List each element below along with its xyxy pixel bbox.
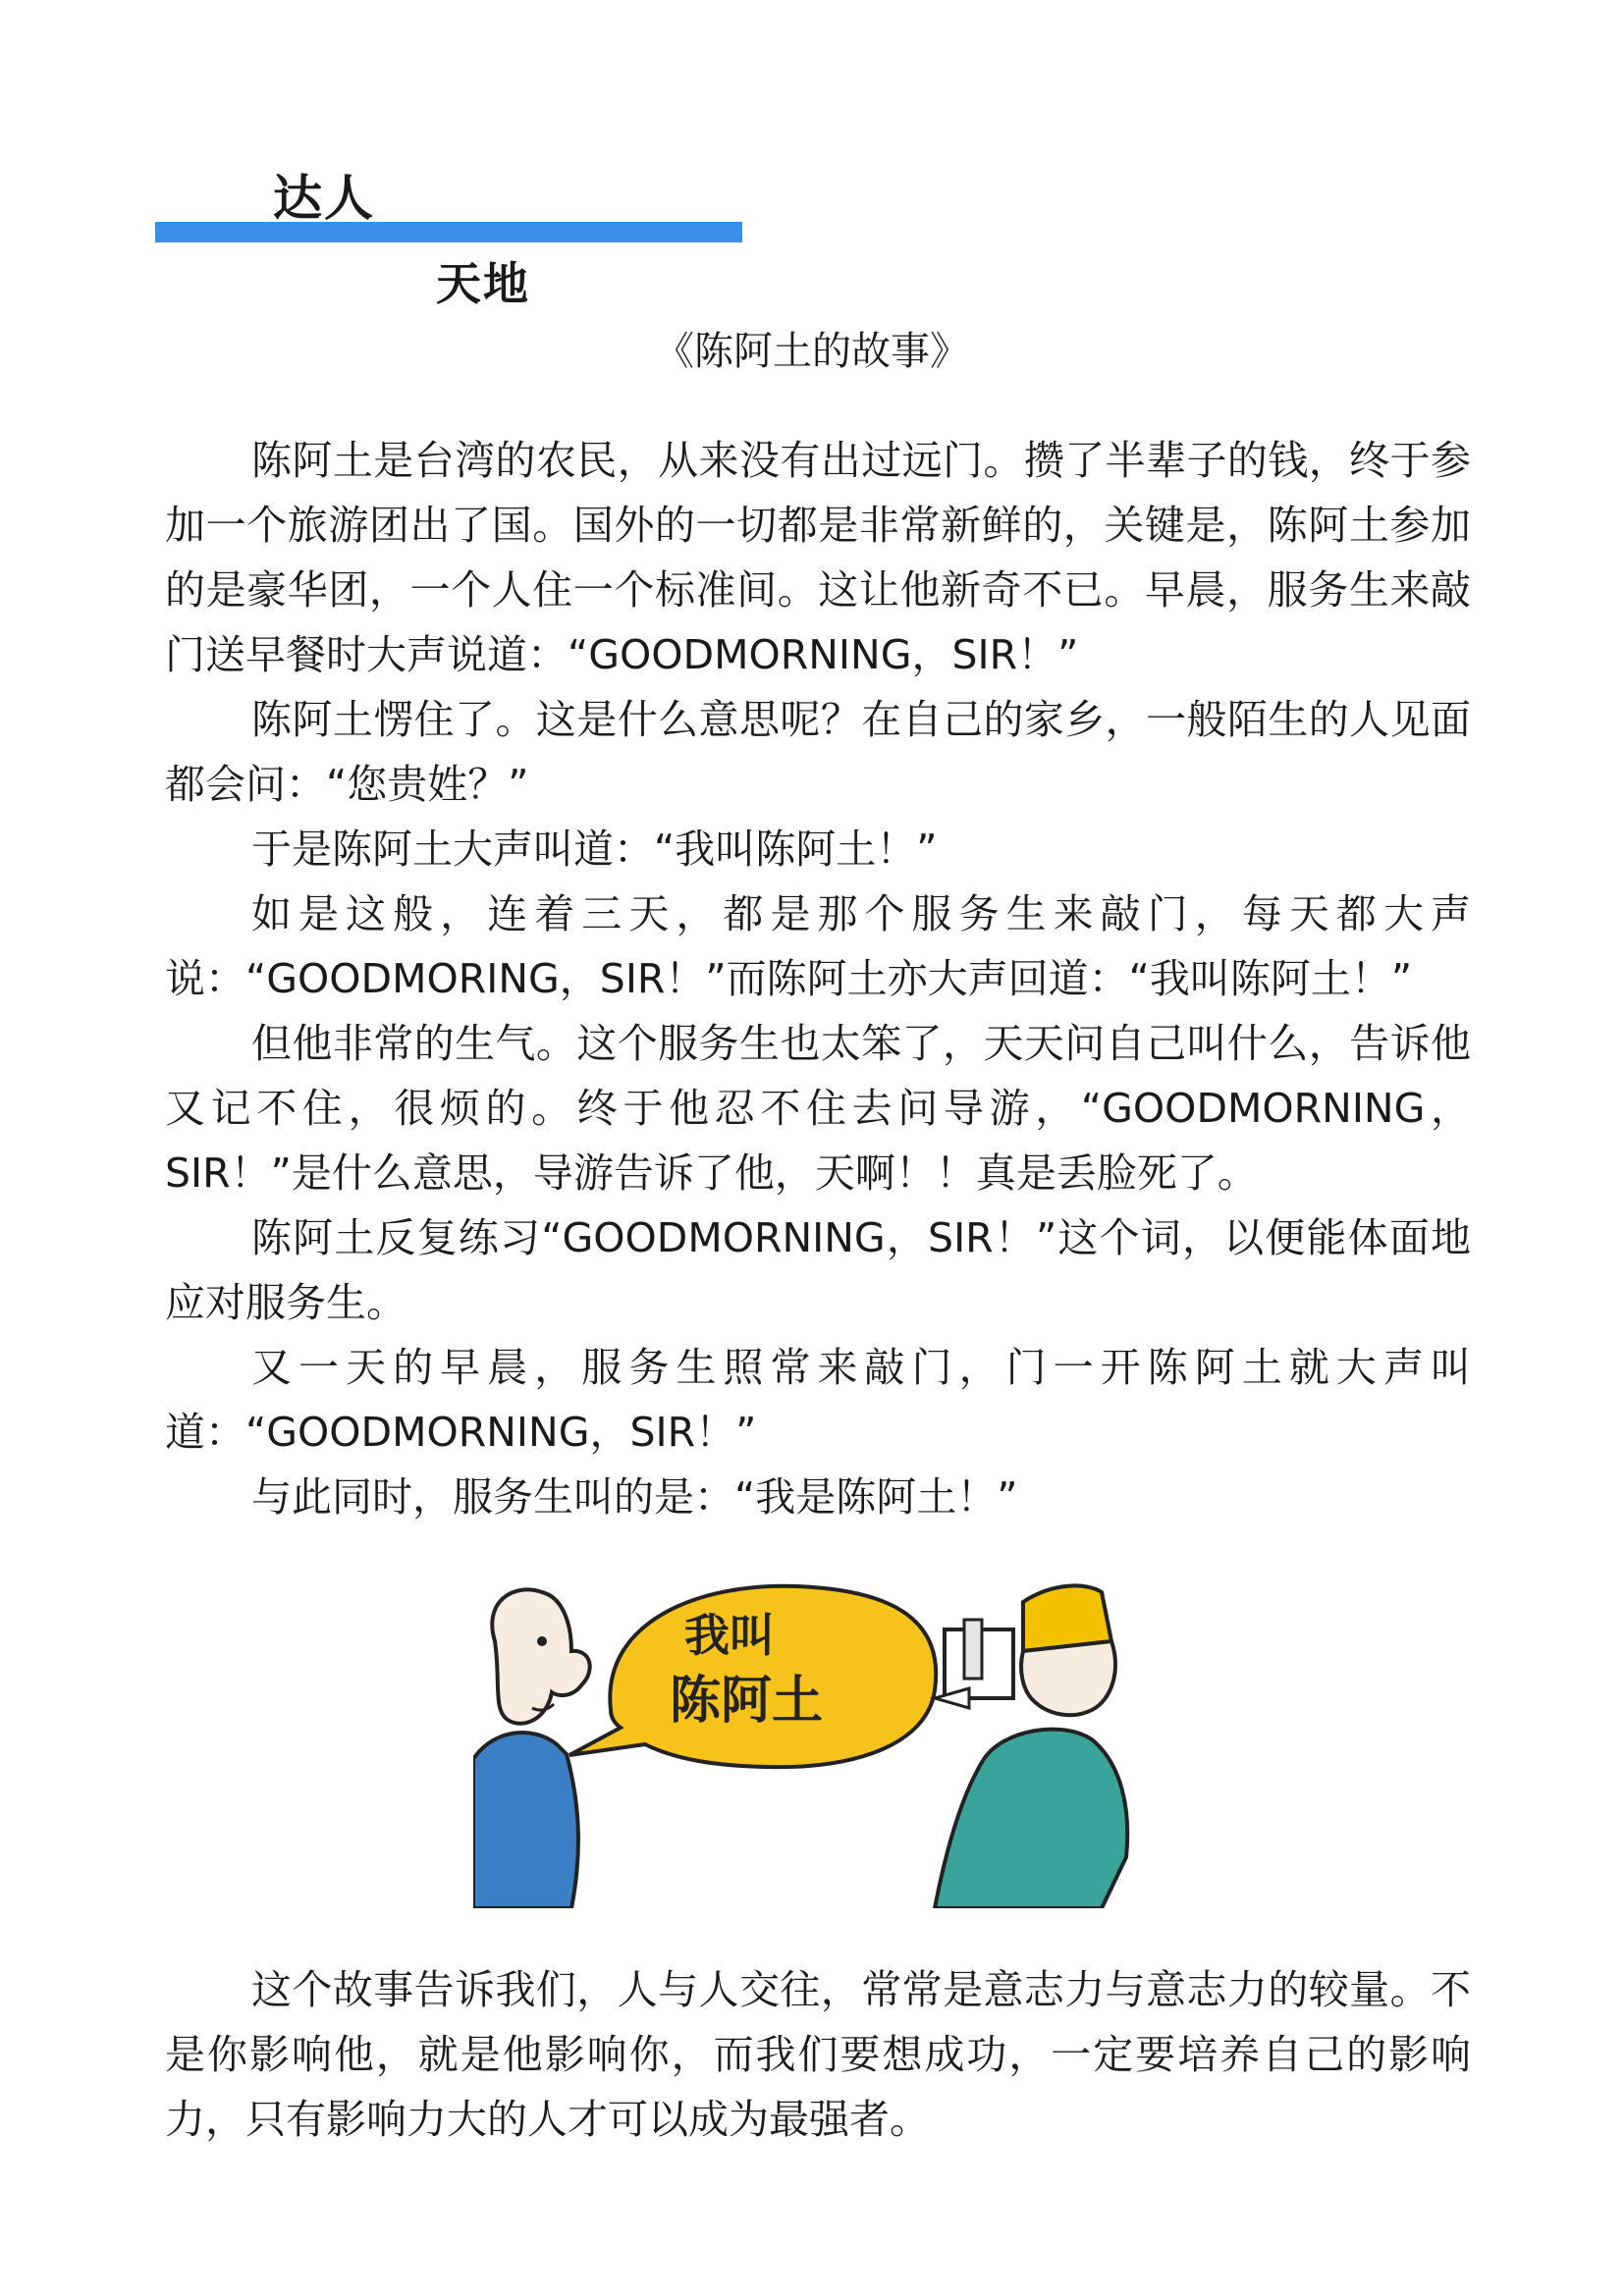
section-subtitle: 天地 <box>436 257 530 310</box>
right-person <box>935 1585 1127 1908</box>
left-person <box>473 1589 590 1908</box>
cartoon-svg <box>473 1582 1161 1908</box>
story-paragraph: 但他非常的生气。这个服务生也太笨了，天天问自己叫什么，告诉他又记不住，很烦的。终于他忍不住去问导游，“GOODMORNING，SIR！”是什么意思，导游告诉了他，天啊！！真是丢脸死了。 <box>165 1020 1471 1197</box>
speech-text-line2: 陈阿土 <box>670 1672 824 1731</box>
header-accent-bar <box>155 222 742 242</box>
story-paragraph: 如是这般，连着三天，都是那个服务生来敲门，每天都大声说：“GOODMORING，SIR！”而陈阿土亦大声回道：“我叫陈阿土！” <box>165 890 1471 1002</box>
story-title: 《陈阿土的故事》 <box>655 329 969 374</box>
story-paragraph: 陈阿土是台湾的农民，从来没有出过远门。攒了半辈子的钱，终于参加一个旅游团出了国。国外的一切都是非常新鲜的，关键是，陈阿土参加的是豪华团，一个人住一个标准间。这让他新奇不已。早晨，服务生来敲门送早餐时大声说道：“GOODMORNING，SIR！” <box>165 437 1471 678</box>
section-title: 达人 <box>273 170 375 227</box>
story-paragraph: 又一天的早晨，服务生照常来敲门，门一开陈阿土就大声叫道：“GOODMORNING，SIR！” <box>165 1344 1471 1456</box>
cartoon-illustration <box>473 1582 1161 1908</box>
story-body <box>165 428 1471 1529</box>
story-paragraph: 陈阿土愣住了。这是什么意思呢？在自己的家乡，一般陌生的人见面都会问：“您贵姓？” <box>165 696 1471 808</box>
story-paragraph: 陈阿土反复练习“GOODMORNING，SIR！”这个词，以便能体面地应对服务生。 <box>165 1214 1471 1326</box>
moral-paragraph: 这个故事告诉我们，人与人交往，常常是意志力与意志力的较量。不是你影响他，就是他影响你，而我们要想成功，一定要培养自己的影响力，只有影响力大的人才可以成为最强者。 <box>165 1966 1471 2143</box>
speech-text-line1: 我叫 <box>684 1609 775 1662</box>
moral-body <box>165 1957 1471 2152</box>
story-paragraph: 于是陈阿土大声叫道：“我叫陈阿土！” <box>251 826 938 873</box>
story-paragraph: 与此同时，服务生叫的是：“我是陈阿土！” <box>251 1473 1018 1521</box>
